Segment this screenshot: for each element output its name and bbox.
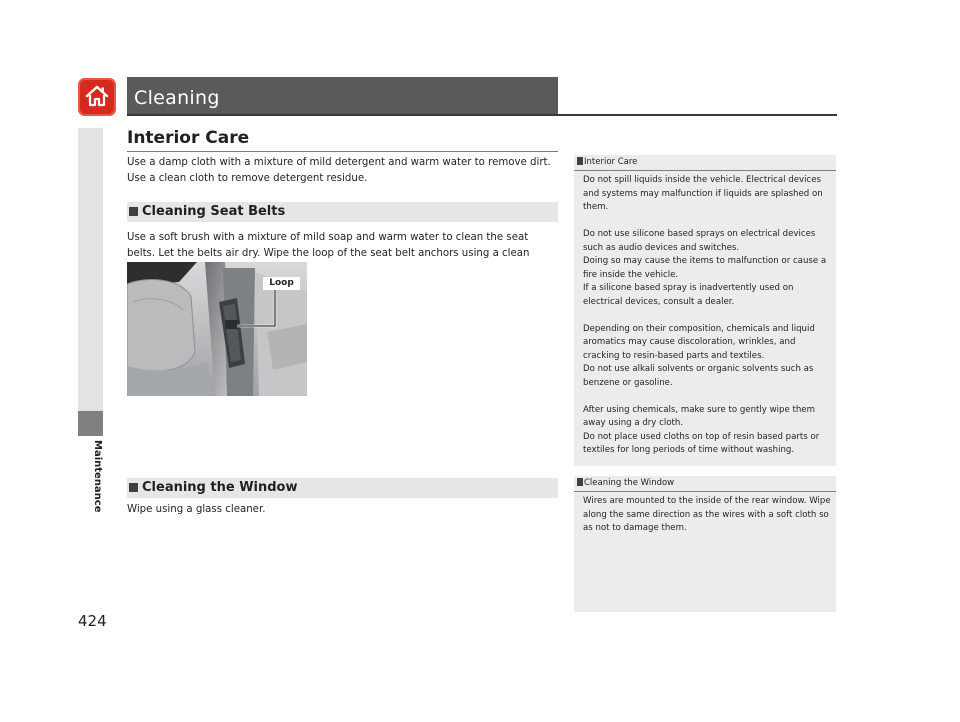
chapter-title-bar <box>127 77 558 114</box>
note-window-heading[interactable] <box>577 478 674 488</box>
chapter-title: Cleaning <box>134 87 220 109</box>
note-paragraph: Do not use silicone based sprays on electrical devices such as audio devices and switches. Doing so may cause the items to malfunction or cause a fire inside the vehicle. If a silicone based spray is inadvertently used on electrical devices, consult a dealer. <box>583 229 827 307</box>
note-divider <box>574 491 836 492</box>
note-paragraph: After using chemicals, make sure to gently wipe them away using a dry cloth. Do not place used cloths on top of resin based parts or textiles for long periods of time without washing. <box>583 404 820 455</box>
side-tab-label[interactable]: Maintenance <box>92 440 103 513</box>
note-interior-care <box>574 155 836 466</box>
window-paragraph: Wipe using a glass cleaner. <box>127 504 266 515</box>
note-interior-care-body <box>583 174 833 458</box>
side-tab-marker <box>78 411 103 436</box>
note-window <box>574 476 836 612</box>
note-window-body <box>583 495 833 536</box>
note-divider <box>574 170 836 171</box>
seat-belts-paragraph: Use a soft brush with a mixture of mild soap and warm water to clean the seat belts. Let the belts air dry. Wipe the loop of the seat belt anchors using a clean <box>127 232 530 259</box>
loop-callout-label: Loop <box>263 277 300 290</box>
subheading-seat-belts-title: Cleaning Seat Belts <box>142 204 286 219</box>
section-title: Interior Care <box>127 128 250 148</box>
subheading-marker <box>129 207 138 216</box>
reference-marker <box>577 478 583 486</box>
note-window-title: Cleaning the Window <box>584 478 675 488</box>
subheading-window <box>127 478 558 498</box>
note-paragraph: Do not spill liquids inside the vehicle. Electrical devices and systems may malfunction if liquids are splashed on them. <box>583 175 823 212</box>
subheading-seat-belts <box>127 202 558 222</box>
note-interior-care-heading[interactable] <box>577 157 637 167</box>
note-paragraph: Depending on their composition, chemicals and liquid aromatics may cause discoloration, wrinkles, and cracking to resin-based parts and textiles. Do not use alkali solvents or organic solvents such as benzene or gasoline. <box>583 323 815 388</box>
side-tab-light <box>78 128 103 411</box>
intro-paragraph: Use a damp cloth with a mixture of mild detergent and warm water to remove dirt. Use a clean cloth to remove detergent residue. <box>127 157 551 184</box>
reference-marker <box>577 157 583 165</box>
subheading-window-title: Cleaning the Window <box>142 480 298 495</box>
title-divider <box>127 114 837 116</box>
note-interior-care-title: Interior Care <box>584 157 638 167</box>
house-icon <box>84 83 110 109</box>
subheading-marker <box>129 483 138 492</box>
page-number: 424 <box>78 612 107 630</box>
home-button[interactable] <box>78 78 116 116</box>
note-paragraph: Wires are mounted to the inside of the rear window. Wipe along the same direction as the wires with a soft cloth so as not to damage them. <box>583 496 831 533</box>
section-divider <box>127 151 558 152</box>
